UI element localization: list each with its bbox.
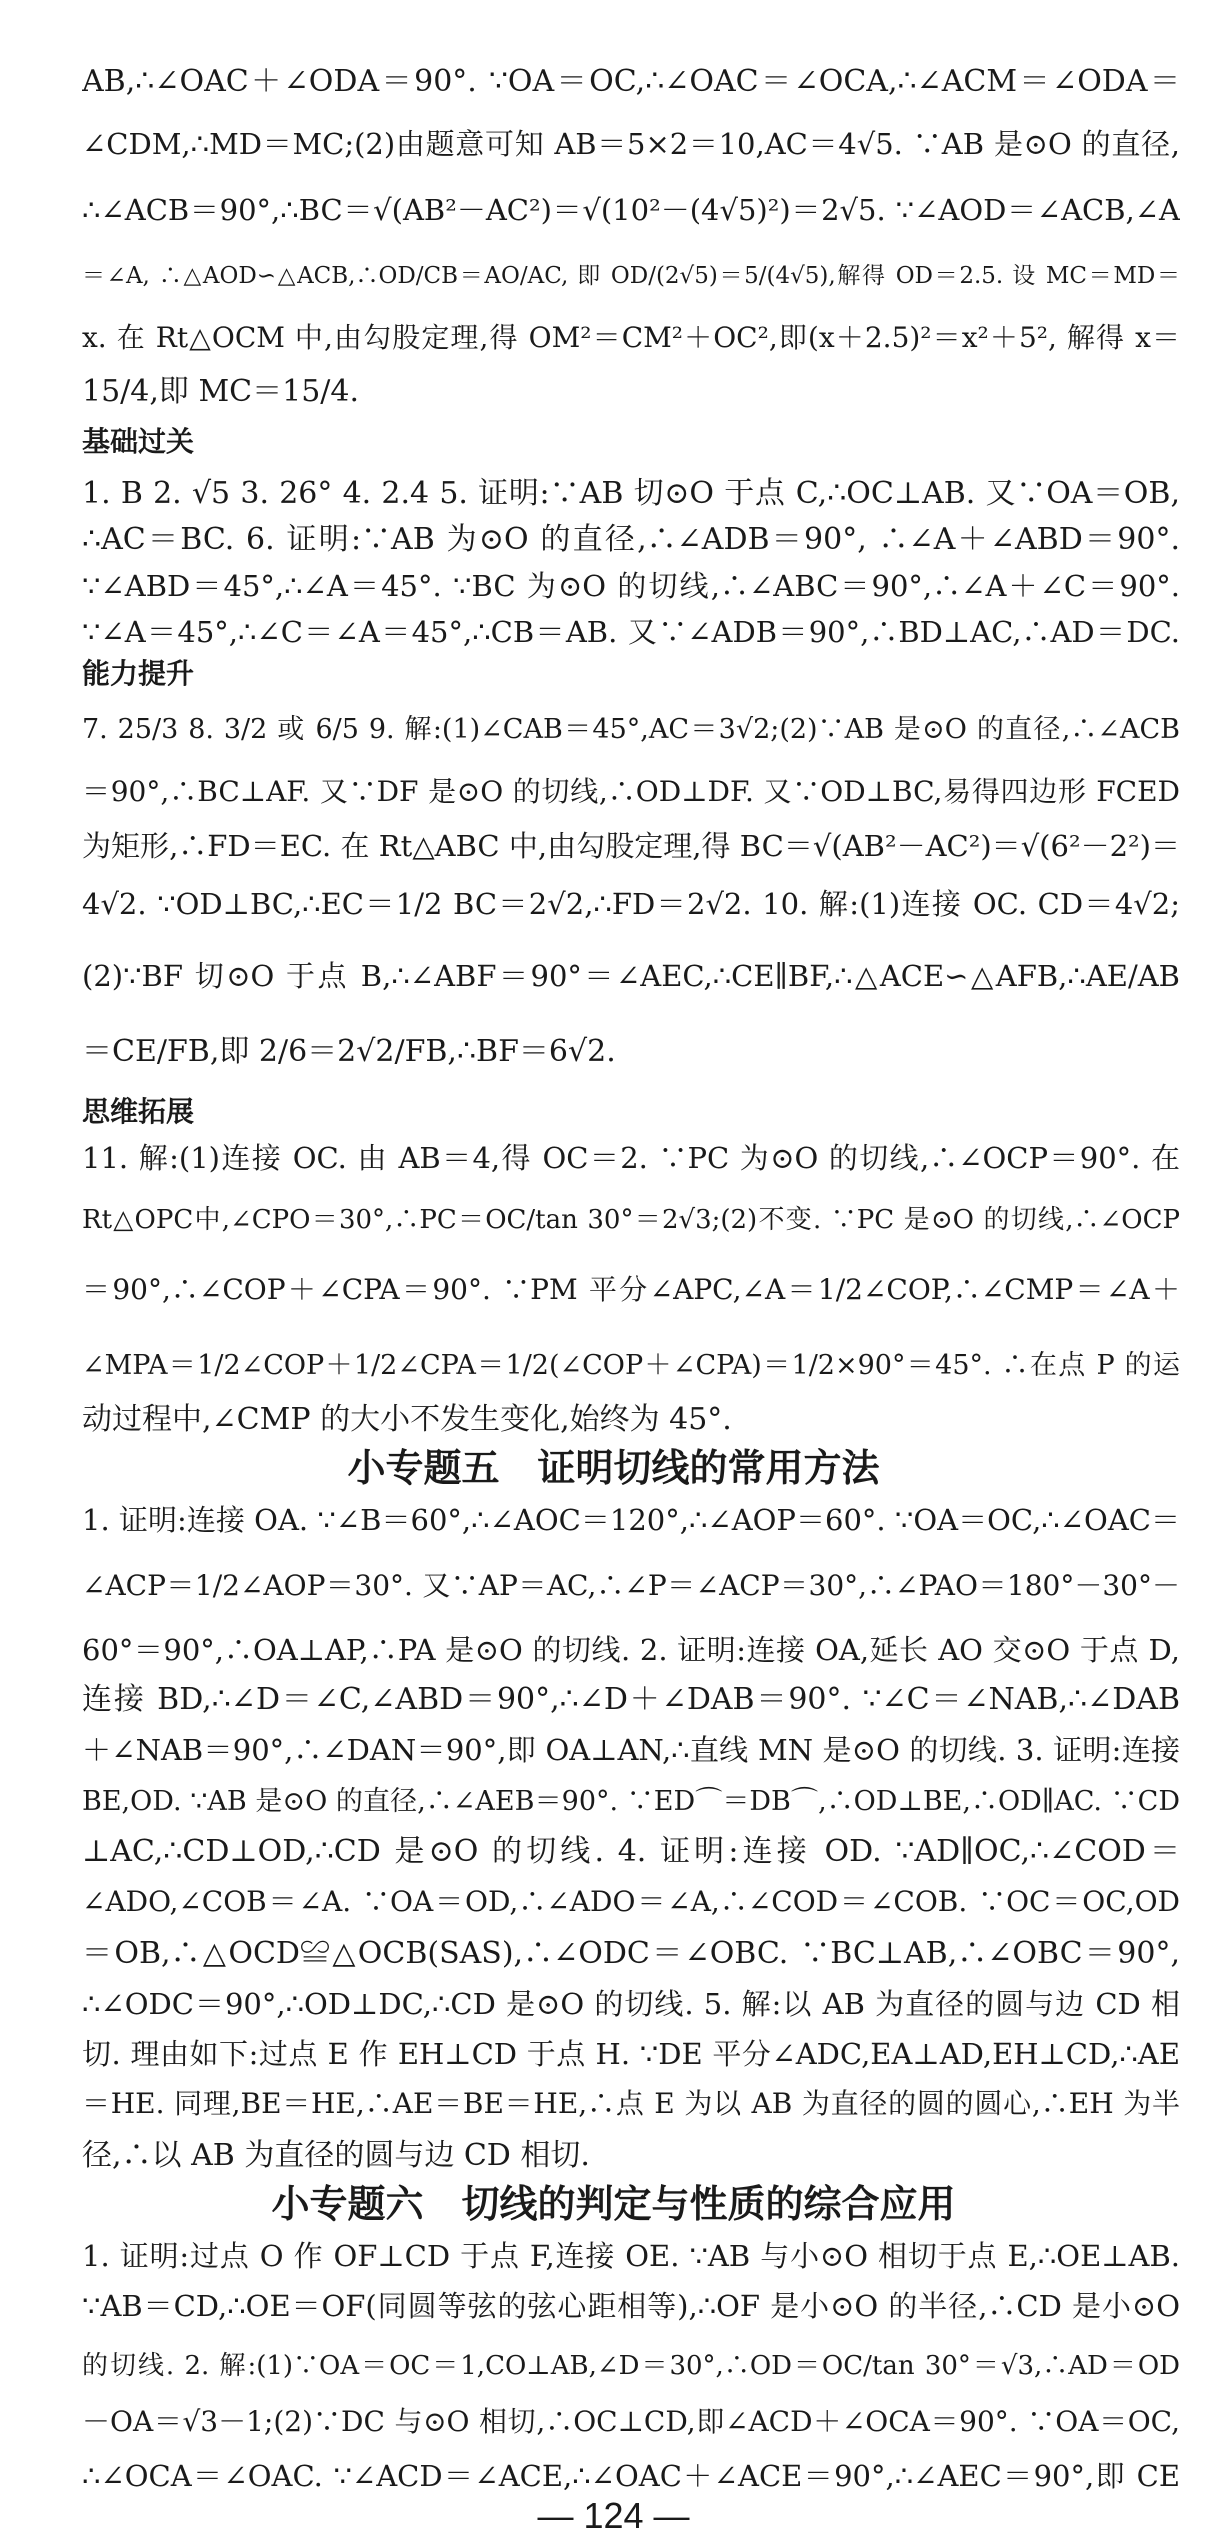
text-line: ⊥AC,∴CD⊥OD,∴CD 是⊙O 的切线. 4. 证明:连接 OD. ∵AD∥OC,∴∠COD＝ xyxy=(82,1834,1180,1869)
text-line: 1. B 2. √5 3. 26° 4. 2.4 5. 证明:∵AB 切⊙O 于点 C,∴OC⊥AB. 又∵OA＝OB, xyxy=(82,476,1180,511)
section-heading-expand: 思维拓展 xyxy=(82,1095,195,1128)
text-line: 4√2. ∵OD⊥BC,∴EC＝1/2 BC＝2√2,∴FD＝2√2. 10. 解:(1)连接 OC. CD＝4√2; xyxy=(82,887,1180,921)
text-line: ＝∠A, ∴△AOD∽△ACB,∴OD/CB＝AO/AC, 即 OD/(2√5)＝5/(4√5),解得 OD＝2.5. 设 MC＝MD＝ xyxy=(82,263,1180,289)
text-line: 为矩形,∴FD＝EC. 在 Rt△ABC 中,由勾股定理,得 BC＝√(AB²－AC²)＝√(6²－2²)＝ xyxy=(82,829,1180,863)
text-line: ＝HE. 同理,BE＝HE,∴AE＝BE＝HE,∴点 E 为以 AB 为直径的圆的圆心,∴EH 为半 xyxy=(82,2087,1180,2120)
text-line: ＋∠NAB＝90°,∴∠DAN＝90°,即 OA⊥AN,∴直线 MN 是⊙O 的切线. 3. 证明:连接 xyxy=(82,1733,1180,1767)
text-line: 连接 BD,∴∠D＝∠C,∠ABD＝90°,∴∠D＋∠DAB＝90°. ∵∠C＝∠NAB,∴∠DAB xyxy=(82,1682,1180,1717)
text-line: 的切线. 2. 解:(1)∵OA＝OC＝1,CO⊥AB,∠D＝30°,∴OD＝OC/tan 30°＝√3,∴AD＝OD xyxy=(82,2351,1180,2381)
text-line: x. 在 Rt△OCM 中,由勾股定理,得 OM²＝CM²＋OC²,即(x＋2.5)²＝x²＋5², 解得 x＝ xyxy=(82,321,1180,354)
section-heading-ability: 能力提升 xyxy=(82,657,195,690)
text-line: ∠ADO,∠COB＝∠A. ∵OA＝OD,∴∠ADO＝∠A,∴∠COD＝∠COB. ∵OC＝OC,OD xyxy=(82,1885,1180,1918)
page-number: — 124 — xyxy=(537,2495,690,2536)
text-line: AB,∴∠OAC＋∠ODA＝90°. ∵OA＝OC,∴∠OAC＝∠OCA,∴∠ACM＝∠ODA＝ xyxy=(82,64,1180,99)
text-line: ∠CDM,∴MD＝MC;(2)由题意可知 AB＝5×2＝10,AC＝4√5. ∵AB 是⊙O 的直径, xyxy=(82,127,1180,161)
text-line: －OA＝√3－1;(2)∵DC 与⊙O 相切,∴OC⊥CD,即∠ACD＋∠OCA＝90°. ∵OA＝OC, xyxy=(82,2405,1180,2438)
text-line: 1. 证明:过点 O 作 OF⊥CD 于点 F,连接 OE. ∵AB 与小⊙O 相切于点 E,∴OE⊥AB. xyxy=(82,2239,1180,2273)
text-line: 1. 证明:连接 OA. ∵∠B＝60°,∴∠AOC＝120°,∴∠AOP＝60°. ∵OA＝OC,∴∠OAC＝ xyxy=(82,1503,1180,1537)
text-line: ＝CE/FB,即 2/6＝2√2/FB,∴BF＝6√2. xyxy=(82,1034,616,1069)
text-line: ∴∠ODC＝90°,∴OD⊥DC,∴CD 是⊙O 的切线. 5. 解:以 AB 为直径的圆与边 CD 相 xyxy=(82,1987,1180,2021)
text-line: ∵AB＝CD,∴OE＝OF(同圆等弦的弦心距相等),∴OF 是小⊙O 的半径,∴CD 是小⊙O xyxy=(82,2289,1180,2323)
text-line: ∴∠ACB＝90°,∴BC＝√(AB²－AC²)＝√(10²－(4√5)²)＝2√5. ∵∠AOD＝∠ACB,∠A xyxy=(82,193,1180,227)
text-line: ∠MPA＝1/2∠COP＋1/2∠CPA＝1/2(∠COP＋∠CPA)＝1/2×90°＝45°. ∴在点 P 的运 xyxy=(82,1350,1180,1381)
text-line: ＝OB,∴△OCD≌△OCB(SAS),∴∠ODC＝∠OBC. ∵BC⊥AB,∴∠OBC＝90°, xyxy=(82,1936,1180,1971)
text-line: ∠ACP＝1/2∠AOP＝30°. 又∵AP＝AC,∴∠P＝∠ACP＝30°,∴∠PAO＝180°－30°－ xyxy=(82,1569,1180,1602)
text-line: ＝90°,∴BC⊥AF. 又∵DF 是⊙O 的切线,∴OD⊥DF. 又∵OD⊥BC,易得四边形 FCED xyxy=(82,775,1180,808)
text-line: 60°＝90°,∴OA⊥AP,∴PA 是⊙O 的切线. 2. 证明:连接 OA,延长 AO 交⊙O 于点 D, xyxy=(82,1633,1180,1667)
section-title-six: 小专题六 切线的判定与性质的综合应用 xyxy=(271,2182,956,2226)
text-line: 切. 理由如下:过点 E 作 EH⊥CD 于点 H. ∵DE 平分∠ADC,EA⊥AD,EH⊥CD,∴AE xyxy=(82,2037,1180,2071)
text-line: ＝90°,∴∠COP＋∠CPA＝90°. ∵PM 平分∠APC,∠A＝1/2∠COP,∴∠CMP＝∠A＋ xyxy=(82,1273,1180,1306)
text-line: 11. 解:(1)连接 OC. 由 AB＝4,得 OC＝2. ∵PC 为⊙O 的切线,∴∠OCP＝90°. 在 xyxy=(82,1141,1180,1175)
text-line: 15/4,即 MC＝15/4. xyxy=(82,374,360,409)
text-line: ∴AC＝BC. 6. 证明:∵AB 为⊙O 的直径,∴∠ADB＝90°, ∴∠A＋∠ABD＝90°. xyxy=(82,522,1180,557)
text-line: BE,OD. ∵AB 是⊙O 的直径,∴∠AEB＝90°. ∵ED⌒＝DB⌒,∴OD⊥BE,∴OD∥AC. ∵CD xyxy=(82,1786,1180,1817)
section-heading-basic: 基础过关 xyxy=(82,425,195,458)
text-line: 径,∴以 AB 为直径的圆与边 CD 相切. xyxy=(82,2138,590,2173)
text-line: 7. 25/3 8. 3/2 或 6/5 9. 解:(1)∠CAB＝45°,AC＝3√2;(2)∵AB 是⊙O 的直径,∴∠ACB xyxy=(82,714,1180,745)
text-line: ∴∠OCA＝∠OAC. ∵∠ACD＝∠ACE,∴∠OAC＋∠ACE＝90°,∴∠AEC＝90°,即 CE xyxy=(82,2459,1180,2493)
section-title-five: 小专题五 证明切线的常用方法 xyxy=(347,1446,880,1490)
text-line: ∵∠ABD＝45°,∴∠A＝45°. ∵BC 为⊙O 的切线,∴∠ABC＝90°,∴∠A＋∠C＝90°. xyxy=(82,569,1180,603)
text-line: 动过程中,∠CMP 的大小不发生变化,始终为 45°. xyxy=(82,1402,732,1437)
text-line: Rt△OPC中,∠CPO＝30°,∴PC＝OC/tan 30°＝2√3;(2)不变. ∵PC 是⊙O 的切线,∴∠OCP xyxy=(82,1205,1180,1235)
text-line: (2)∵BF 切⊙O 于点 B,∴∠ABF＝90°＝∠AEC,∴CE∥BF,∴△ACE∽△AFB,∴AE/AB xyxy=(82,959,1180,993)
text-line: ∵∠A＝45°,∴∠C＝∠A＝45°,∴CB＝AB. 又∵∠ADB＝90°,∴BD⊥AC,∴AD＝DC. xyxy=(82,615,1180,649)
